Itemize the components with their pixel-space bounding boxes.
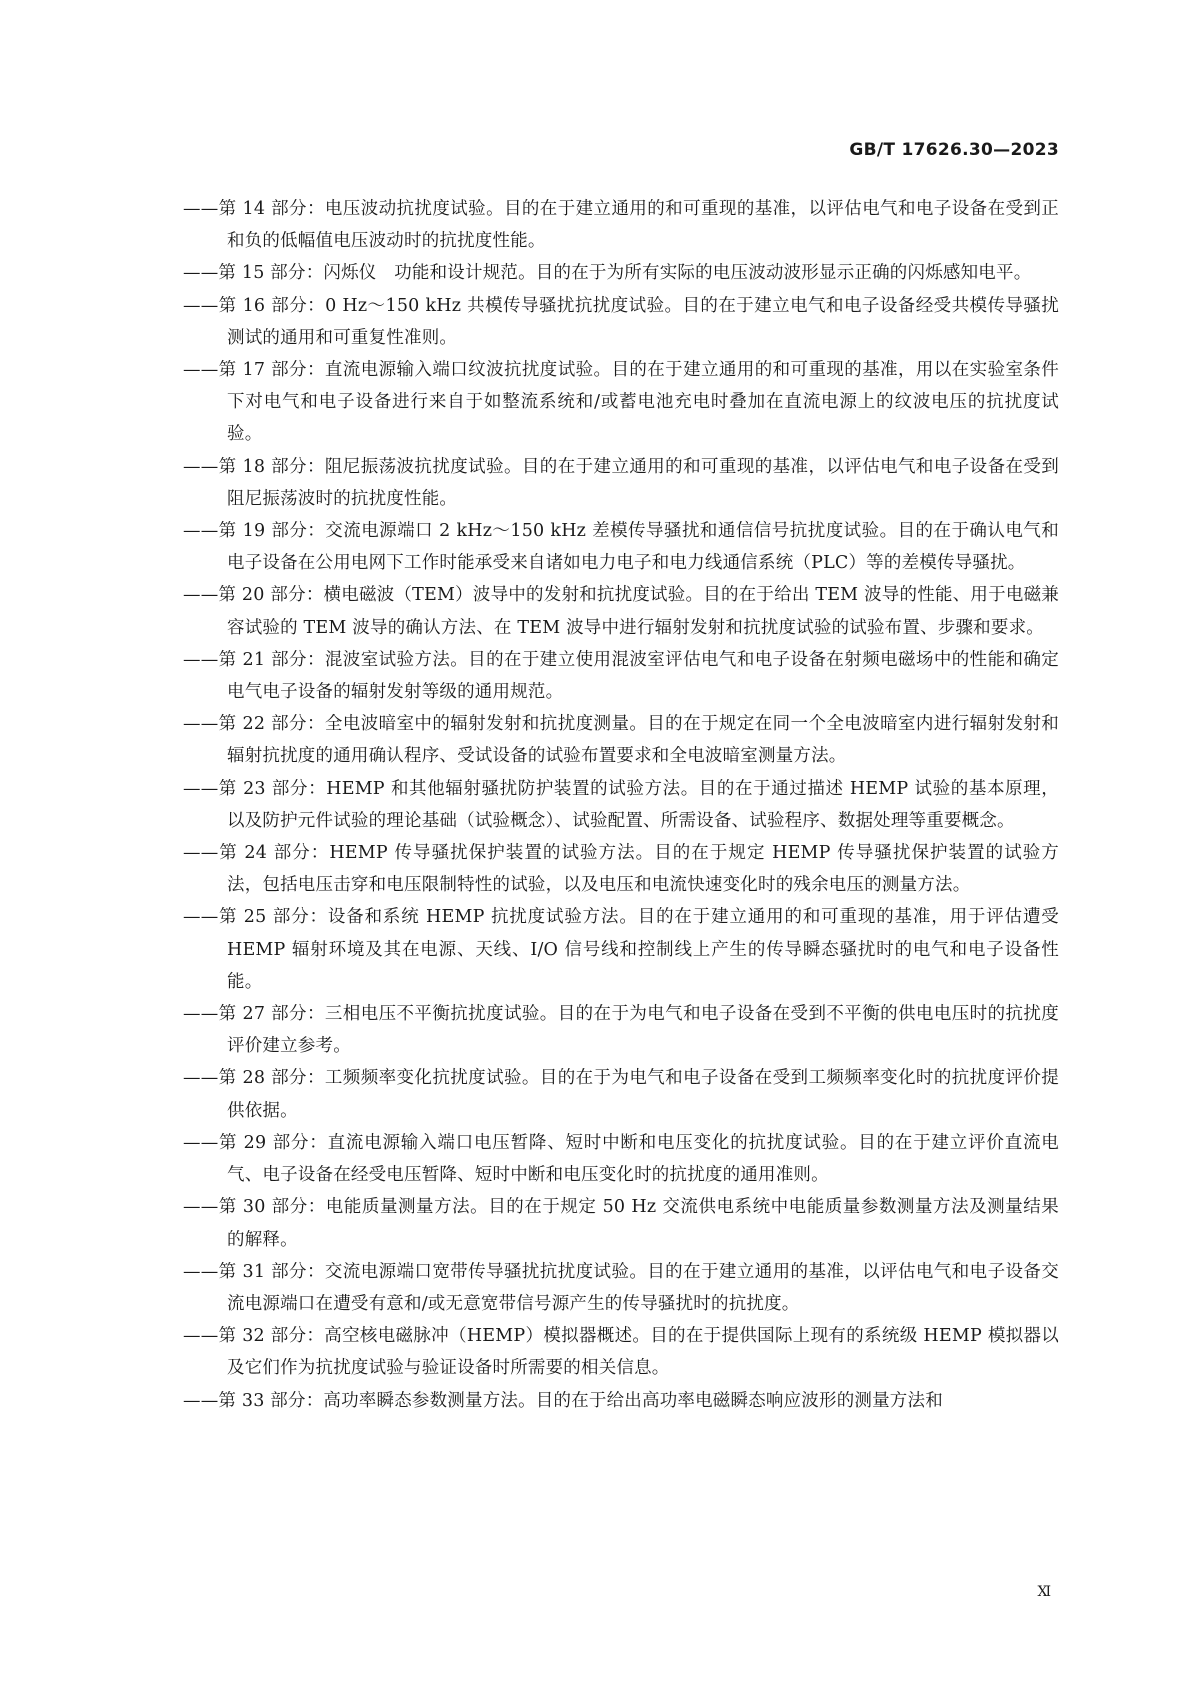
list-item-text: ——第 33 部分：高功率瞬态参数测量方法。目的在于给出高功率电磁瞬态响应波形的测量方法和 <box>183 1390 943 1411</box>
list-item <box>183 579 1059 643</box>
list-item-text: ——第 22 部分：全电波暗室中的辐射发射和抗扰度测量。目的在于规定在同一个全电波暗室内进行辐射发射和辐射抗扰度的通用确认程序、受试设备的试验布置要求和全电波暗室测量方法。 <box>183 714 1059 767</box>
standard-id-header: GB/T 17626.30—2023 <box>849 140 1059 160</box>
list-item-text: ——第 24 部分：HEMP 传导骚扰保护装置的试验方法。目的在于规定 HEMP 传导骚扰保护装置的试验方法，包括电压击穿和电压限制特性的试验，以及电压和电流快速变化时的残余电压的测量方法。 <box>183 843 1059 896</box>
list-item-text: ——第 15 部分：闪烁仪 功能和设计规范。目的在于为所有实际的电压波动波形显示正确的闪烁感知电平。 <box>183 263 1032 284</box>
list-item <box>183 1385 1059 1417</box>
list-item <box>183 708 1059 772</box>
list-item <box>183 644 1059 708</box>
list-item <box>183 1191 1059 1255</box>
list-item-text: ——第 25 部分：设备和系统 HEMP 抗扰度试验方法。目的在于建立通用的和可重现的基准，用于评估遭受 HEMP 辐射环境及其在电源、天线、I/O 信号线和控制线上产生的传导瞬态骚扰时的电气和电子设备性能。 <box>183 907 1059 992</box>
list-item <box>183 998 1059 1062</box>
list-item-text: ——第 23 部分：HEMP 和其他辐射骚扰防护装置的试验方法。目的在于通过描述 HEMP 试验的基本原理，以及防护元件试验的理论基础（试验概念）、试验配置、所需设备、试验程序、数据处理等重要概念。 <box>183 778 1059 831</box>
list-item-text: ——第 17 部分：直流电源输入端口纹波抗扰度试验。目的在于建立通用的和可重现的基准，用以在实验室条件下对电气和电子设备进行来自于如整流系统和/或蓄电池充电时叠加在直流电源上的纹波电压的抗扰度试验。 <box>183 360 1059 445</box>
list-item-text: ——第 21 部分：混波室试验方法。目的在于建立使用混波室评估电气和电子设备在射频电磁场中的性能和确定电气电子设备的辐射发射等级的通用规范。 <box>183 649 1059 703</box>
list-item <box>183 773 1059 837</box>
list-item-text: ——第 16 部分：0 Hz～150 kHz 共模传导骚扰抗扰度试验。目的在于建立电气和电子设备经受共模传导骚扰测试的通用和可重复性准则。 <box>183 295 1059 348</box>
list-item <box>183 290 1059 354</box>
list-item-text: ——第 20 部分：横电磁波（TEM）波导中的发射和抗扰度试验。目的在于给出 TEM 波导的性能、用于电磁兼容试验的 TEM 波导的确认方法、在 TEM 波导中进行辐射发射和抗扰度试验的试验布置、步骤和要求。 <box>183 585 1059 638</box>
list-item-text: ——第 31 部分：交流电源端口宽带传导骚扰抗扰度试验。目的在于建立通用的基准，以评估电气和电子设备交流电源端口在遭受有意和/或无意宽带信号源产生的传导骚扰时的抗扰度。 <box>183 1261 1059 1314</box>
document-body <box>183 193 1059 1417</box>
list-item-text: ——第 14 部分：电压波动抗扰度试验。目的在于建立通用的和可重现的基准，以评估电气和电子设备在受到正和负的低幅值电压波动时的抗扰度性能。 <box>183 199 1059 252</box>
list-item-text: ——第 32 部分：高空核电磁脉冲（HEMP）模拟器概述。目的在于提供国际上现有的系统级 HEMP 模拟器以及它们作为抗扰度试验与验证设备时所需要的相关信息。 <box>183 1326 1059 1379</box>
list-item <box>183 1256 1059 1320</box>
list-item <box>183 1062 1059 1126</box>
list-item <box>183 1127 1059 1191</box>
list-item-text: ——第 27 部分：三相电压不平衡抗扰度试验。目的在于为电气和电子设备在受到不平衡的供电电压时的抗扰度评价建立参考。 <box>183 1004 1059 1057</box>
list-item <box>183 901 1059 998</box>
list-item <box>183 354 1059 451</box>
list-item <box>183 837 1059 901</box>
list-item-text: ——第 28 部分：工频频率变化抗扰度试验。目的在于为电气和电子设备在受到工频频率变化时的抗扰度评价提供依据。 <box>183 1068 1059 1121</box>
list-item-text: ——第 18 部分：阻尼振荡波抗扰度试验。目的在于建立通用的和可重现的基准，以评估电气和电子设备在受到阻尼振荡波时的抗扰度性能。 <box>183 456 1059 509</box>
list-item <box>183 1320 1059 1384</box>
list-item-text: ——第 30 部分：电能质量测量方法。目的在于规定 50 Hz 交流供电系统中电能质量参数测量方法及测量结果的解释。 <box>183 1197 1059 1250</box>
list-item <box>183 257 1059 289</box>
list-item <box>183 515 1059 579</box>
list-item-text: ——第 29 部分：直流电源输入端口电压暂降、短时中断和电压变化的抗扰度试验。目的在于建立评价直流电气、电子设备在经受电压暂降、短时中断和电压变化时的抗扰度的通用准则。 <box>183 1132 1059 1186</box>
list-item-text: ——第 19 部分：交流电源端口 2 kHz～150 kHz 差模传导骚扰和通信信号抗扰度试验。目的在于确认电气和电子设备在公用电网下工作时能承受来自诸如电力电子和电力线通信系统（PLC）等的差模传导骚扰。 <box>183 521 1059 574</box>
page-number: Ⅺ <box>1037 1584 1051 1600</box>
list-item <box>183 193 1059 257</box>
list-item <box>183 451 1059 515</box>
